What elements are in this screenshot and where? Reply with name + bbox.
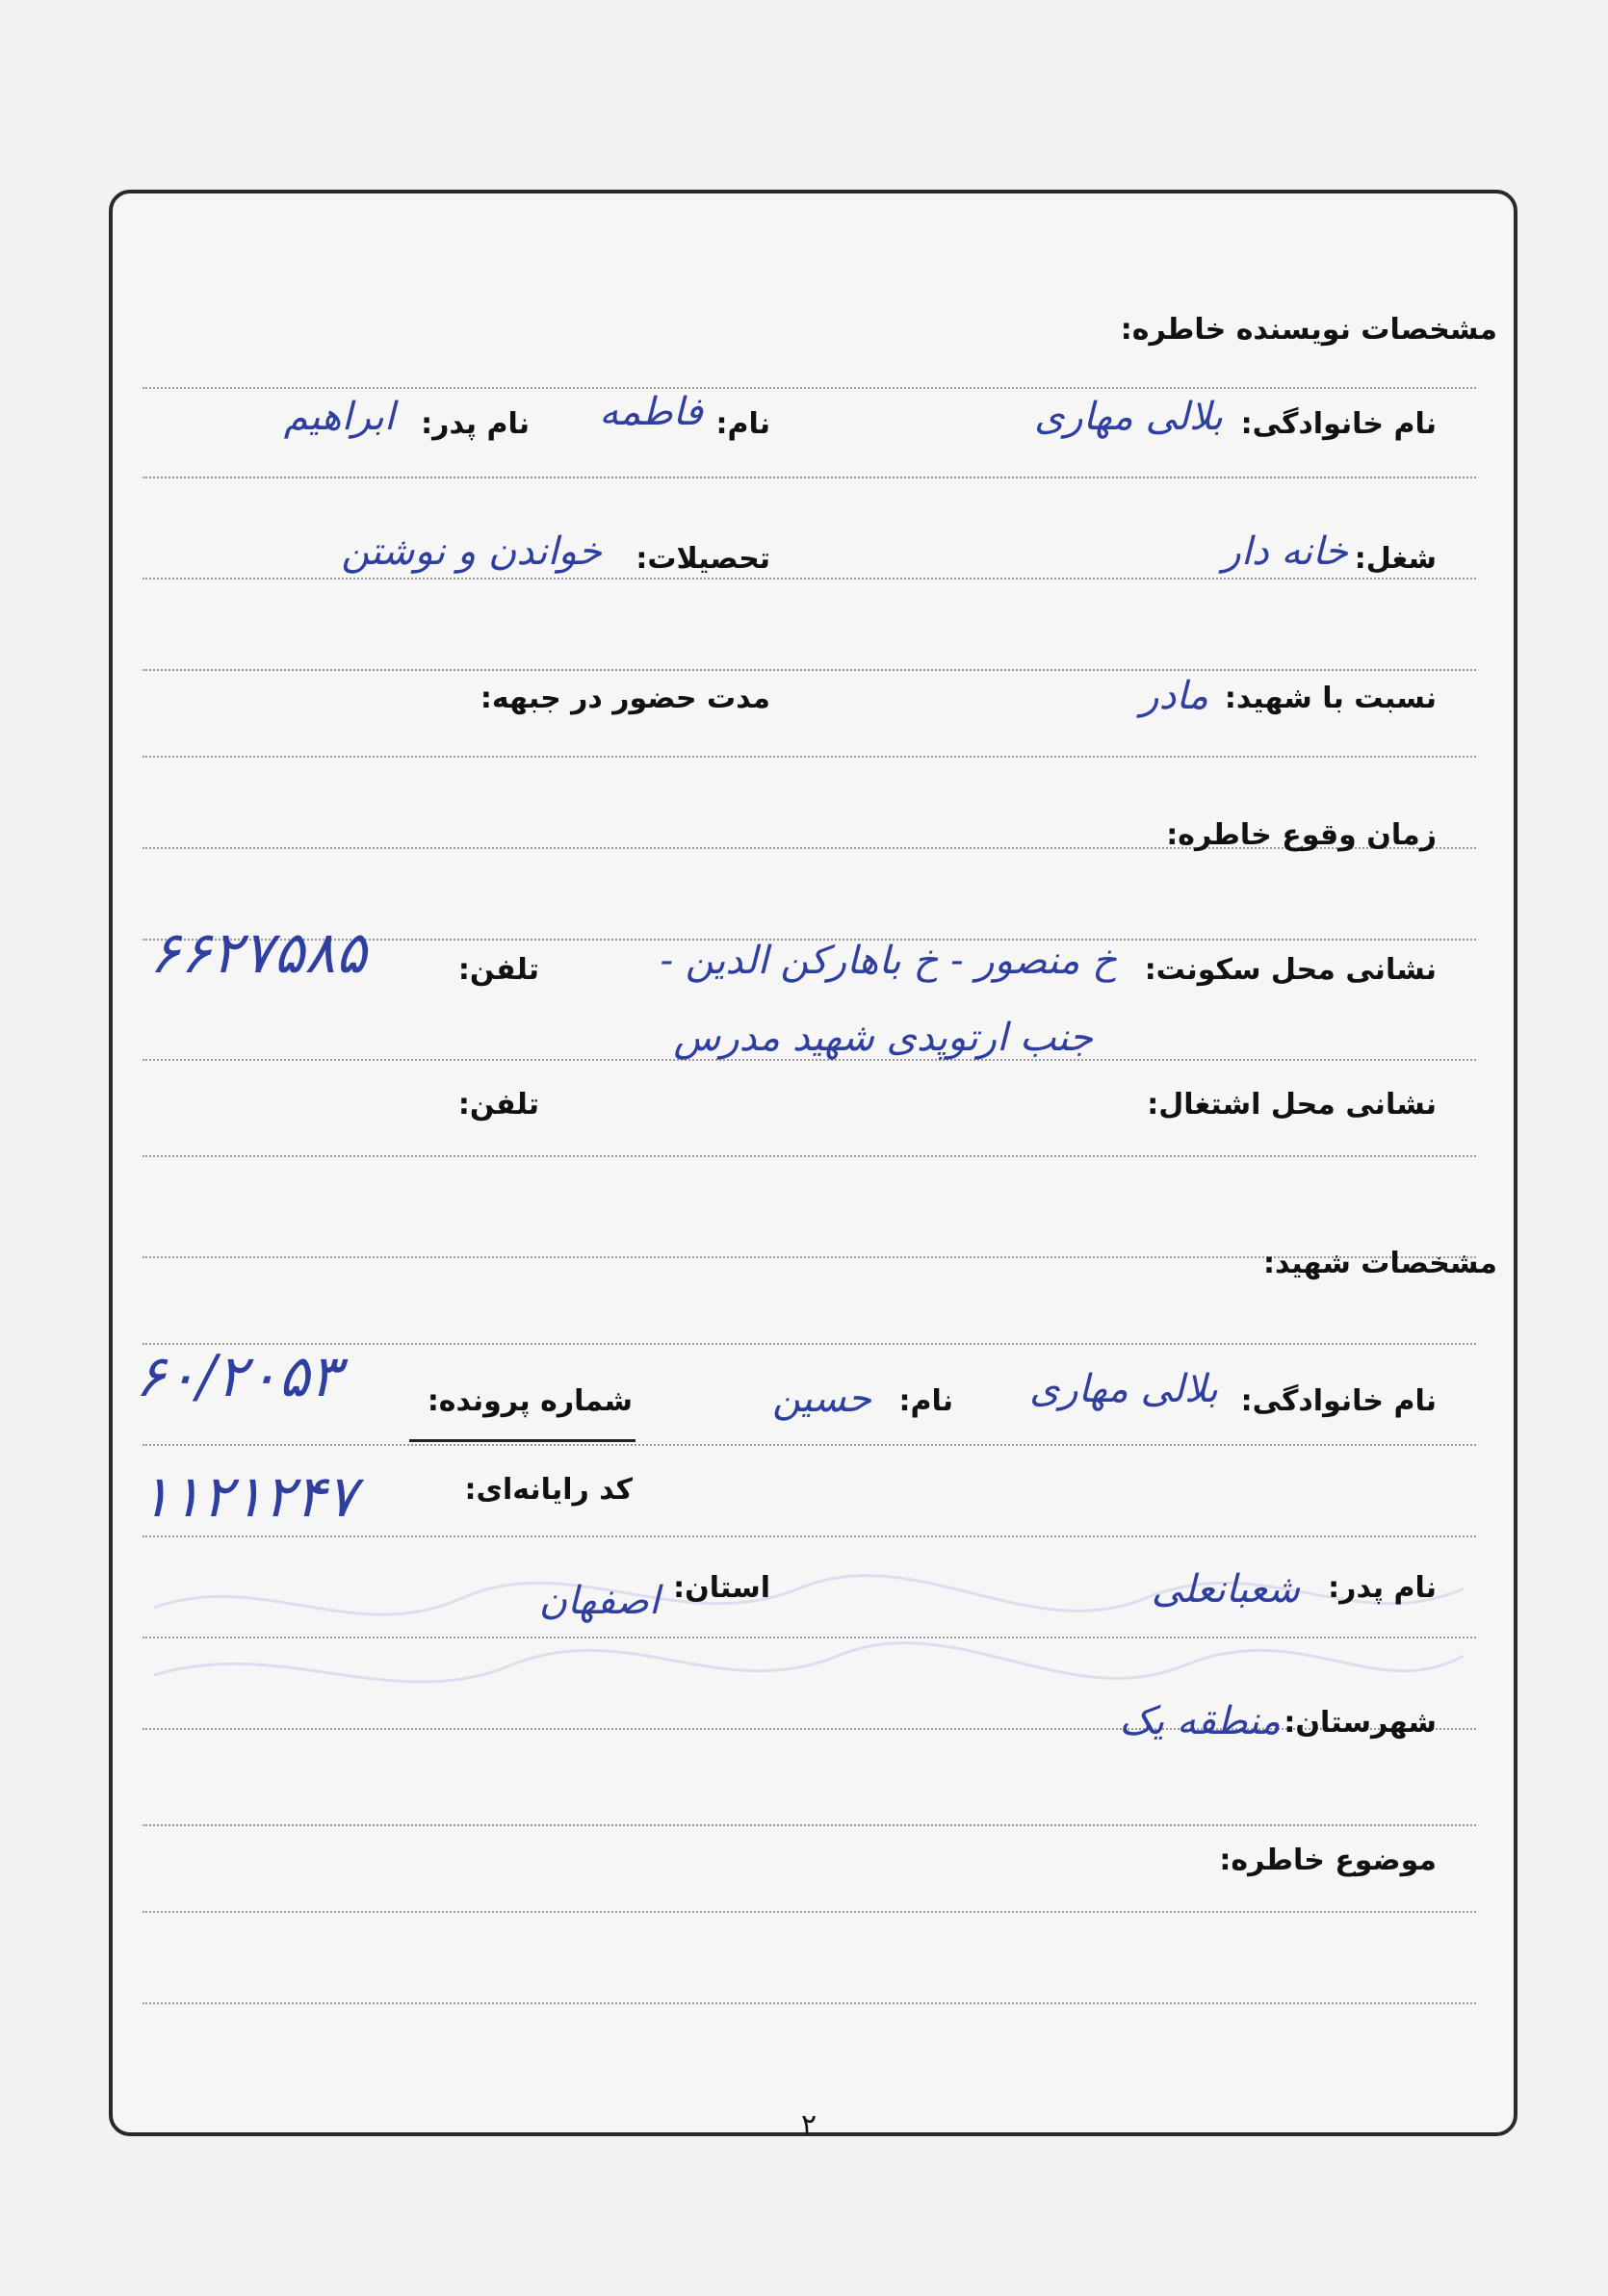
writer-address-line2: جنب ارتوپدی شهید مدرس xyxy=(673,1016,1093,1060)
writer-family-label: نام خانوادگی: xyxy=(1240,407,1437,441)
rule xyxy=(143,1343,1476,1345)
martyr-city-label: شهرستان: xyxy=(1284,1706,1437,1740)
writer-job-label: شغل: xyxy=(1354,542,1437,576)
writer-family-value: بلالی مهاری xyxy=(1034,395,1223,439)
rule xyxy=(143,578,1476,580)
writer-work-label: نشانی محل اشتغال: xyxy=(1147,1088,1437,1122)
martyr-name-value: حسین xyxy=(772,1377,871,1421)
writer-phone-value: ۶۶۲۷۵۸۵ xyxy=(149,919,367,987)
martyr-family-label: نام خانوادگی: xyxy=(1240,1384,1437,1418)
martyr-city-value: منطقه یک xyxy=(1119,1699,1281,1743)
writer-relation-value: مادر xyxy=(1140,674,1208,718)
rule xyxy=(143,1824,1476,1826)
martyr-heading: مشخصات شهید: xyxy=(1262,1247,1497,1280)
martyr-topic-label: موضوع خاطره: xyxy=(1219,1844,1437,1877)
writer-education-value: خواندن و نوشتن xyxy=(341,529,602,574)
martyr-name-label: نام: xyxy=(898,1384,953,1418)
rule xyxy=(143,756,1476,758)
writer-job-value: خانه دار xyxy=(1222,529,1348,574)
writer-work-phone-label: تلفن: xyxy=(457,1088,539,1122)
page-number: ۲ xyxy=(800,2108,817,2142)
writer-name-value: فاطمه xyxy=(599,390,703,434)
writer-heading: مشخصات نویسنده خاطره: xyxy=(1120,313,1497,347)
martyr-father-label: نام پدر: xyxy=(1328,1571,1437,1605)
rule xyxy=(143,387,1476,389)
martyr-file-value: ۶۰/۲۰۵۳ xyxy=(135,1343,341,1410)
writer-name-label: نام: xyxy=(715,407,770,441)
rule xyxy=(143,1444,1476,1446)
rule xyxy=(143,2002,1476,2004)
writer-phone-label: تلفن: xyxy=(457,953,539,987)
rule xyxy=(143,477,1476,478)
writer-father-label: نام پدر: xyxy=(421,407,530,441)
martyr-family-value: بلالی مهاری xyxy=(1029,1367,1218,1411)
rule xyxy=(143,1535,1476,1537)
rule xyxy=(143,1911,1476,1913)
writer-education-label: تحصیلات: xyxy=(635,542,770,576)
writer-front-label: مدت حضور در جبهه: xyxy=(480,682,770,715)
martyr-province-label: استان: xyxy=(673,1571,770,1605)
rule xyxy=(143,669,1476,671)
martyr-father-value: شعبانعلی xyxy=(1151,1567,1300,1612)
martyr-file-label: شماره پرونده: xyxy=(427,1384,633,1418)
writer-address-line1: خ منصور - خ باهارکن الدین - xyxy=(660,939,1117,983)
martyr-province-value: اصفهان xyxy=(538,1579,660,1623)
writer-time-label: زمان وقوع خاطره: xyxy=(1166,818,1437,852)
file-number-underline xyxy=(409,1439,635,1442)
martyr-code-label: کد رایانه‌ای: xyxy=(464,1473,633,1507)
rule xyxy=(143,1155,1476,1157)
writer-father-value: ابراهیم xyxy=(283,395,395,439)
writer-relation-label: نسبت با شهید: xyxy=(1224,682,1437,715)
writer-address-label: نشانی محل سکونت: xyxy=(1144,953,1437,987)
martyr-code-value: ۱۱۲۱۲۴۷ xyxy=(140,1463,357,1531)
